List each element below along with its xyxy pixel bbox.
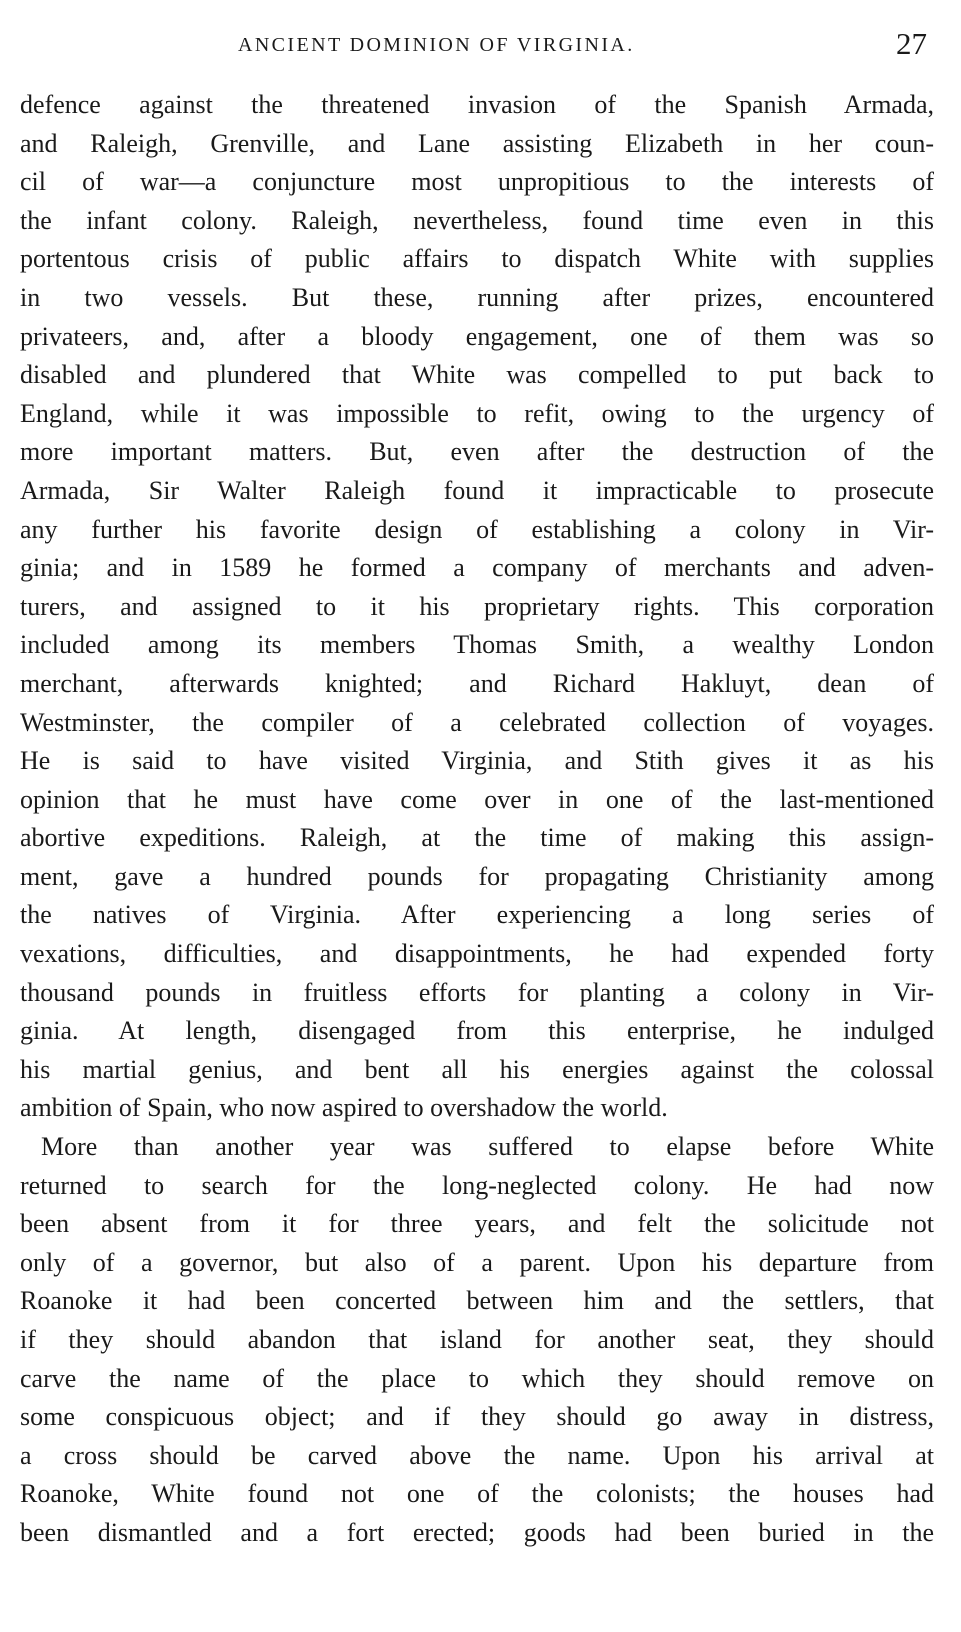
text-line: a cross should be carved above the name. Upon his arrival at (20, 1440, 934, 1470)
text-line: if they should abandon that island for another seat, they should (20, 1325, 934, 1354)
text-line: privateers, and, after a bloody engagement, one of them was so (20, 321, 934, 351)
text-line: more important matters. But, even after the destruction of the (20, 437, 934, 467)
text-line: his martial genius, and bent all his energies against the colossal (20, 1054, 934, 1084)
text-line: abortive expeditions. Raleigh, at the time of making this assign- (20, 823, 934, 853)
text-line: any further his favorite design of establishing a colony in Vir- (20, 514, 934, 544)
text-line: defence against the threatened invasion of the Spanish Armada, (20, 90, 934, 119)
running-header (0, 26, 961, 66)
text-line: Roanoke, White found not one of the colonists; the houses had (20, 1479, 934, 1509)
text-line: carve the name of the place to which they should remove on (20, 1363, 934, 1393)
text-line: Armada, Sir Walter Raleigh found it impracticable to prosecute (20, 475, 934, 505)
text-line: opinion that he must have come over in one of the last-mentioned (20, 784, 934, 814)
running-title: ANCIENT DOMINION OF VIRGINIA. (238, 34, 635, 56)
text-line: been dismantled and a fort erected; goods had been buried in the (20, 1517, 934, 1547)
text-line: vexations, difficulties, and disappointments, he had expended forty (20, 939, 934, 969)
paragraph (20, 86, 934, 1128)
text-line: ginia; and in 1589 he formed a company of merchants and adven- (20, 553, 934, 583)
text-line: thousand pounds in fruitless efforts for planting a colony in Vir- (20, 977, 934, 1007)
text-line: Roanoke it had been concerted between him and the settlers, that (20, 1286, 934, 1316)
text-line: been absent from it for three years, and felt the solicitude not (20, 1209, 934, 1239)
text-line: returned to search for the long-neglected colony. He had now (20, 1170, 934, 1200)
text-line: disabled and plundered that White was compelled to put back to (20, 360, 934, 390)
text-line: some conspicuous object; and if they should go away in distress, (20, 1402, 934, 1432)
text-line: the natives of Virginia. After experiencing a long series of (20, 900, 934, 930)
text-line: and Raleigh, Grenville, and Lane assisting Elizabeth in her coun- (20, 128, 934, 158)
text-line: portentous crisis of public affairs to dispatch White with supplies (20, 244, 934, 274)
text-line: the infant colony. Raleigh, nevertheless, found time even in this (20, 205, 934, 235)
text-line: cil of war—a conjuncture most unpropitious to the interests of (20, 167, 934, 197)
text-line: ment, gave a hundred pounds for propagating Christianity among (20, 861, 934, 891)
text-line: ambition of Spain, who now aspired to overshadow the world. (20, 1093, 668, 1123)
text-line: Westminster, the compiler of a celebrated collection of voyages. (20, 707, 934, 737)
page-number: 27 (896, 26, 927, 61)
text-line: He is said to have visited Virginia, and Stith gives it as his (20, 746, 934, 776)
text-line: turers, and assigned to it his proprietary rights. This corporation (20, 591, 934, 621)
text-line: ginia. At length, disengaged from this enterprise, he indulged (20, 1016, 934, 1046)
text-line: in two vessels. But these, running after prizes, encountered (20, 282, 934, 312)
text-line: England, while it was impossible to refit, owing to the urgency of (20, 398, 934, 428)
text-line: included among its members Thomas Smith, a wealthy London (20, 630, 934, 660)
body-text (20, 86, 934, 1553)
paragraph (20, 1128, 934, 1553)
text-line: only of a governor, but also of a parent. Upon his departure from (20, 1247, 934, 1277)
text-line: More than another year was suffered to elapse before White (41, 1132, 934, 1162)
text-line: merchant, afterwards knighted; and Richard Hakluyt, dean of (20, 668, 934, 698)
